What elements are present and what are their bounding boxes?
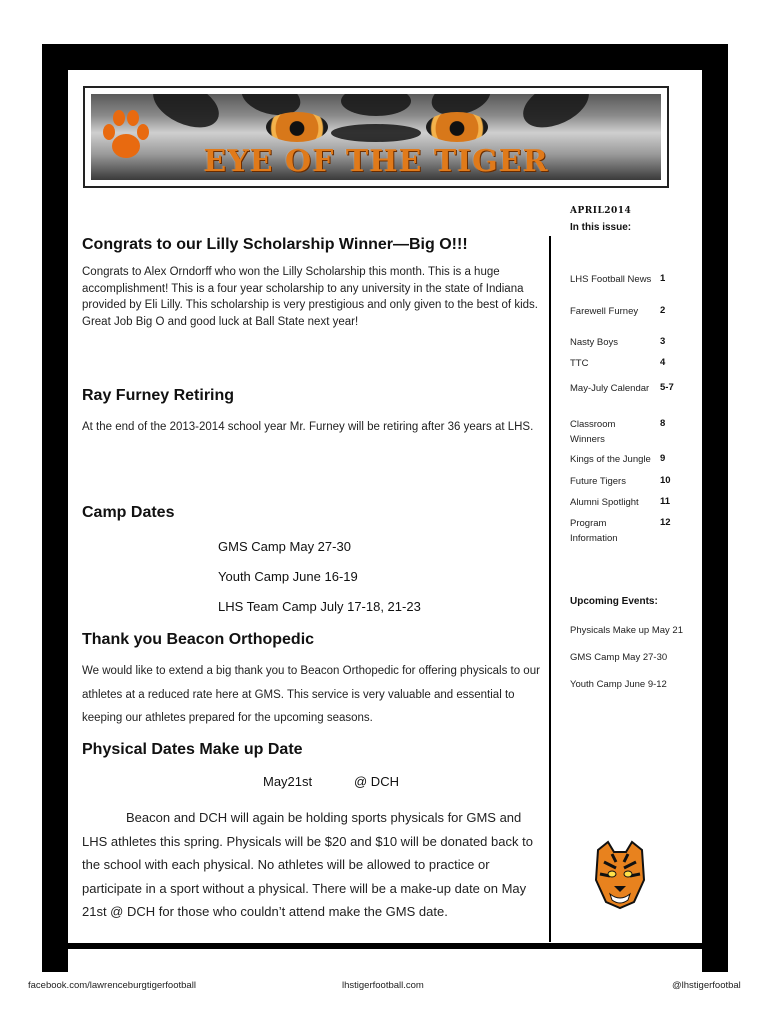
- toc-item: TTC: [570, 358, 589, 369]
- article-heading: Physical Dates Make up Date: [82, 741, 303, 758]
- upcoming-events-heading: Upcoming Events:: [570, 596, 658, 607]
- issue-date: APRIL2014: [570, 206, 632, 216]
- makeup-date: May21st: [263, 774, 313, 789]
- toc-item: Alumni Spotlight: [570, 497, 639, 508]
- footer-facebook-link[interactable]: facebook.com/lawrenceburgtigerfootball: [28, 980, 196, 991]
- article-heading: Thank you Beacon Orthopedic: [82, 631, 315, 648]
- article-heading: Ray Furney Retiring: [82, 387, 235, 404]
- toc-page: 4: [660, 357, 666, 368]
- event-item: Youth Camp June 9-12: [570, 679, 667, 690]
- toc-page: 8: [660, 418, 666, 429]
- makeup-location: @ DCH: [354, 774, 399, 789]
- camp-date-line: Youth Camp June 16-19: [218, 569, 358, 584]
- toc-item: May-July Calendar: [570, 383, 650, 394]
- sidebar-divider: [549, 236, 551, 942]
- toc-item: Kings of the Jungle: [570, 454, 651, 465]
- tiger-mascot-icon: [590, 840, 650, 910]
- toc-item: Farewell Furney: [570, 306, 639, 317]
- newsletter-title: EYE OF THE TIGER: [203, 144, 549, 179]
- toc-item: Nasty Boys: [570, 337, 619, 348]
- toc-page: 9: [660, 453, 666, 464]
- article-body: At the end of the 2013-2014 school year Mr. Furney will be retiring after 36 years at LHS.: [82, 421, 534, 433]
- tiger-eyes-image: [91, 94, 661, 180]
- toc-page: 2: [660, 305, 666, 316]
- article-heading: Congrats to our Lilly Scholarship Winner—Big O!!!: [82, 236, 468, 253]
- toc-page: 5-7: [660, 382, 674, 393]
- frame-bottom-rule: [42, 943, 728, 949]
- article-heading: Camp Dates: [82, 504, 175, 521]
- toc-heading: In this issue:: [570, 222, 632, 233]
- camp-date-line: GMS Camp May 27-30: [218, 539, 351, 554]
- toc-item: Classroom Winners: [570, 419, 616, 445]
- event-item: GMS Camp May 27-30: [570, 652, 668, 663]
- footer-twitter-link[interactable]: @lhstigerfootbal: [672, 980, 741, 991]
- toc-page: 12: [660, 517, 671, 528]
- toc-page: 11: [660, 496, 671, 507]
- toc-page: 3: [660, 336, 666, 347]
- toc-page: 1: [660, 273, 666, 284]
- article-body: Congrats to Alex Orndorff who won the Lilly Scholarship this month. This is a huge accomplishment! This is a four year scholarship to any university in the state of Indiana provided by Eli Lilly. This scholarship is very prestigious and only given to the best of kids. Great Job Big O and good luck at Ball State next year!: [82, 266, 538, 328]
- toc-item: LHS Football News: [570, 274, 652, 285]
- toc-item: Program Information: [570, 518, 618, 544]
- toc-page: 10: [660, 475, 671, 486]
- toc-item: Future Tigers: [570, 476, 626, 487]
- article-body: We would like to extend a big thank you to Beacon Orthopedic for offering physicals to our athletes at a reduced rate here at GMS. This service is very valuable and essential to keeping our athletes prepared for the upcoming seasons.: [82, 665, 540, 724]
- footer-website-link[interactable]: lhstigerfootball.com: [342, 980, 424, 991]
- article-body: Beacon and DCH will again be holding sports physicals for GMS and LHS athletes this spring. Physicals will be $20 and $10 will be donated back to the school with each physical. No athletes will be allowed to practice or participate in a sport without a physical. There will be a make-up date on May 21st @ DCH for those who couldn’t attend make the GMS date.: [82, 810, 533, 919]
- event-item: Physicals Make up May 21: [570, 625, 683, 636]
- masthead-banner: [83, 86, 669, 188]
- camp-date-line: LHS Team Camp July 17-18, 21-23: [218, 599, 421, 614]
